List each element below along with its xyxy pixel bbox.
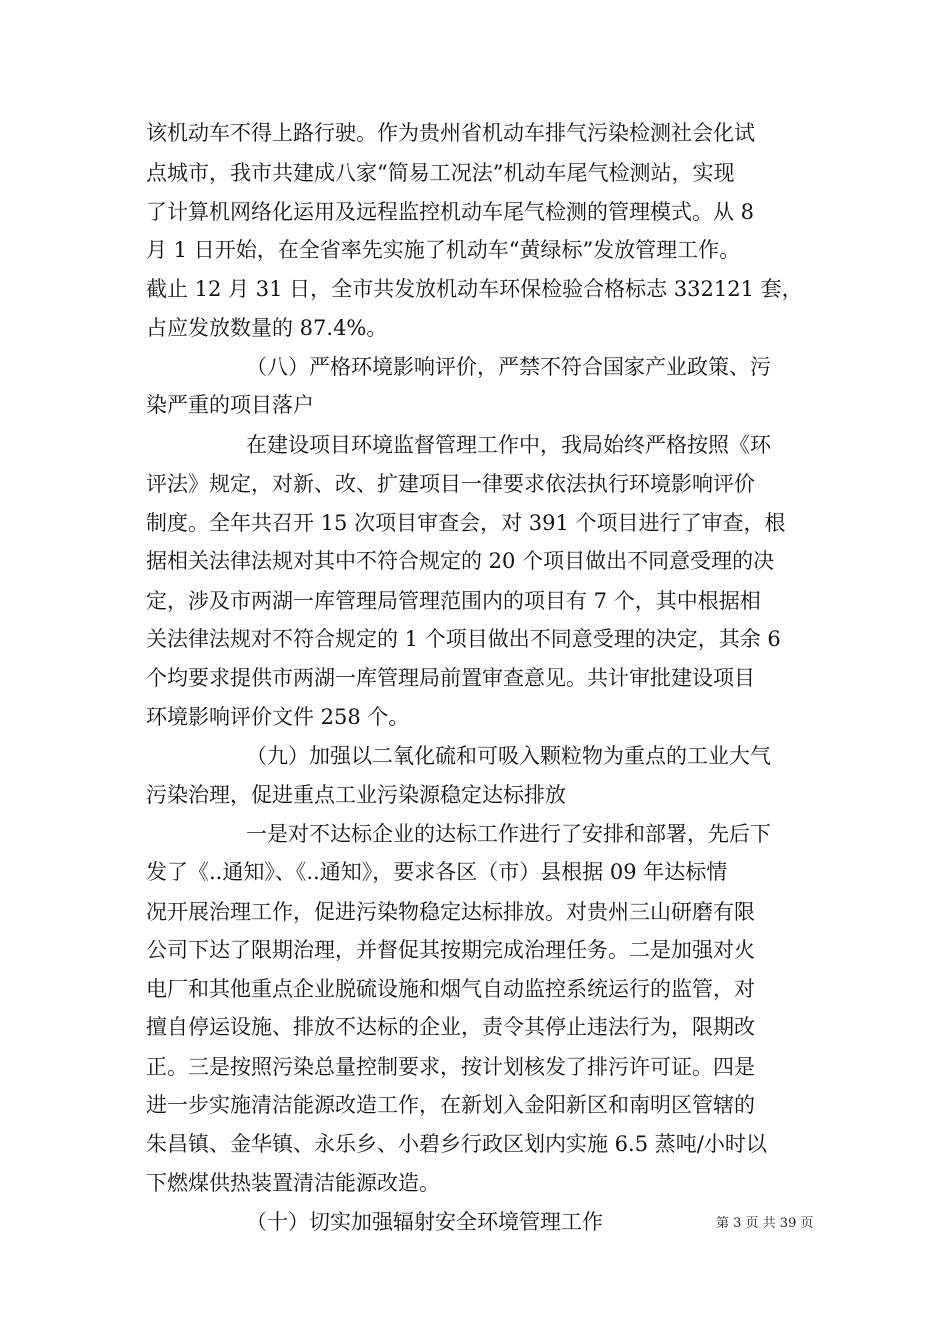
text-line: 擅自停运设施、排放不达标的企业，责令其停止违法行为，限期改 [146, 1015, 755, 1039]
section-heading-9-cont: 污染治理，促进重点工业污染源稳定达标排放 [146, 783, 566, 807]
section-heading-10: （十）切实加强辐射安全环境管理工作 [246, 1210, 603, 1234]
text-line: 发了《..通知》、《..通知》，要求各区（市）县根据 09 年达标情 [146, 860, 728, 884]
section-heading-9: （九）加强以二氧化硫和可吸入颗粒物为重点的工业大气 [246, 744, 771, 768]
text-line: 定，涉及市两湖一库管理局管理范围内的项目有 7 个，其中根据相 [146, 589, 761, 613]
paragraph-start: 在建设项目环境监督管理工作中，我局始终严格按照《环 [246, 433, 771, 457]
section-heading-8: （八）严格环境影响评价，严禁不符合国家产业政策、污 [246, 355, 771, 379]
section-heading-8-cont: 染严重的项目落户 [146, 393, 314, 417]
text-line: 据相关法律法规对其中不符合规定的 20 个项目做出不同意受理的决 [146, 549, 775, 573]
text-line: 截止 12 月 31 日，全市共发放机动车环保检验合格标志 332121 套， [146, 277, 803, 301]
text-line: 了计算机网络化运用及远程监控机动车尾气检测的管理模式。从 8 [146, 200, 755, 224]
text-line: 环境影响评价文件 258 个。 [146, 705, 410, 729]
text-line: 个均要求提供市两湖一库管理局前置审查意见。共计审批建设项目 [146, 666, 755, 690]
text-line: 朱昌镇、金华镇、永乐乡、小碧乡行政区划内实施 6.5 蒸吨/小时以 [146, 1132, 767, 1156]
text-line: 关法律法规对不符合规定的 1 个项目做出不同意受理的决定，其余 6 [146, 627, 781, 651]
text-line: 评法》规定，对新、改、扩建项目一律要求依法执行环境影响评价 [146, 472, 755, 496]
text-line: 正。三是按照污染总量控制要求，按计划核发了排污许可证。四是 [146, 1055, 755, 1079]
text-line: 电厂和其他重点企业脱硫设施和烟气自动监控系统运行的监管，对 [146, 977, 755, 1001]
text-line: 下燃煤供热装置清洁能源改造。 [146, 1171, 440, 1195]
text-line: 占应发放数量的 87.4%。 [146, 316, 388, 340]
text-line: 公司下达了限期治理，并督促其按期完成治理任务。二是加强对火 [146, 938, 755, 962]
text-line: 进一步实施清洁能源改造工作，在新划入金阳新区和南明区管辖的 [146, 1093, 755, 1117]
paragraph-start: 一是对不达标企业的达标工作进行了安排和部署，先后下 [246, 822, 771, 846]
text-line: 该机动车不得上路行驶。作为贵州省机动车排气污染检测社会化试 [146, 121, 755, 145]
text-line: 月 1 日开始，在全省率先实施了机动车“黄绿标”发放管理工作。 [146, 238, 741, 262]
page-number-footer: 第 3 页 共 39 页 [716, 1216, 814, 1231]
text-line: 制度。全年共召开 15 次项目审查会，对 391 个项目进行了审查，根 [146, 511, 786, 535]
text-line: 况开展治理工作，促进污染物稳定达标排放。对贵州三山研磨有限 [146, 900, 755, 924]
text-line: 点城市，我市共建成八家“简易工况法”机动车尾气检测站，实现 [146, 161, 735, 185]
